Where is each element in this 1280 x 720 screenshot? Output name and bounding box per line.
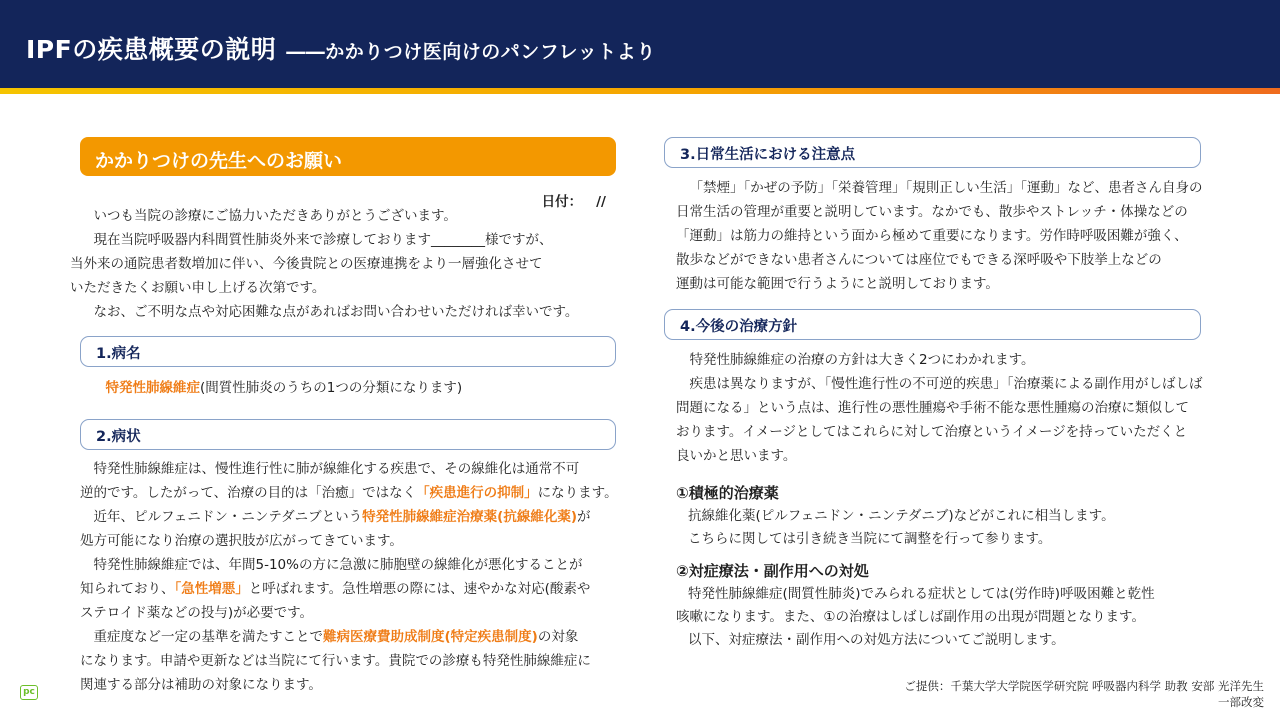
highlight-drug: 特発性肺線維症治療薬(抗線維化薬)	[362, 509, 577, 525]
daily-life-line: 「禁煙」「かぜの予防」「栄養管理」「規則正しい生活」「運動」など、患者さん自身の	[689, 180, 1203, 196]
symptoms-line	[80, 505, 616, 529]
item-line: 咳嗽になります。また、①の治療はしばしば副作用の出現が問題となります。	[676, 609, 1145, 625]
symptoms-line: 処方可能になり治療の選択肢が広がってきています。	[80, 533, 403, 549]
item-line: 特発性肺線維症(間質性肺炎)でみられる症状としては(労作時)呼吸困難と乾性	[688, 586, 1155, 602]
header-accent-stripe	[0, 88, 1280, 94]
symptoms-line: ステロイド薬などの投与)が必要です。	[80, 605, 314, 621]
treatment-line: 疾患は異なりますが、「慢性進行性の不可逆的疾患」「治療薬による副作用がしばしば	[689, 376, 1203, 392]
text-run: 逆的です。したがって、治療の目的は「治癒」ではなく	[80, 485, 417, 501]
treatment-line: 特発性肺線維症の治療の方針は大きく2つにわかれます。	[689, 352, 1035, 368]
text-run: 近年、ピルフェニドン・ニンテダニブという	[93, 509, 363, 525]
symptoms-paragraph	[80, 457, 616, 697]
intro-line: いただきたくお願い申し上げる次第です。	[70, 280, 326, 296]
daily-life-line: 運動は可能な範囲で行うようにと説明しております。	[676, 276, 999, 292]
symptoms-line	[80, 481, 616, 505]
pc-logo-icon: pc	[20, 685, 38, 700]
daily-life-paragraph	[664, 176, 1201, 296]
treatment-line: 良いかと思います。	[676, 448, 797, 464]
symptoms-line: 関連する部分は補助の対象になります。	[80, 677, 322, 693]
text-run: 知られており、	[80, 581, 175, 597]
date-label: 日付：	[541, 194, 583, 210]
section-heading-treatment-policy: 4.今後の治療方針	[664, 309, 1201, 340]
section-heading-symptoms: 2.病状	[80, 419, 616, 450]
treatment-line: 問題になる」という点は、進行性の悪性腫瘍や手術不能な悪性腫瘍の治療に類似して	[676, 400, 1189, 416]
item-active-treatment-title: ①積極的治療薬	[676, 484, 779, 502]
intro-line: 現在当院呼吸器内科間質性肺炎外来で診療しております________様ですが、	[93, 232, 553, 248]
item-symptomatic-title: ②対症療法・副作用への対処	[676, 562, 869, 580]
page-header	[0, 0, 1280, 88]
symptoms-line: になります。申請や更新などは当院にて行います。貴院での診療も特発性肺線維症に	[80, 653, 591, 669]
intro-line: なお、ご不明な点や対応困難な点があればお問い合わせいただければ幸いです。	[93, 304, 579, 320]
credit-note	[904, 678, 1264, 710]
daily-life-line: 「運動」は筋力の維持という面から極めて重要になります。労作時呼吸困難が強く、	[676, 228, 1188, 244]
highlight-subsidy: 難病医療費助成制度(特定疾患制度)	[323, 629, 538, 645]
section-heading-daily-life: 3.日常生活における注意点	[664, 137, 1201, 168]
item-line: こちらに関しては引き続き当院にて調整を行って参ります。	[688, 531, 1052, 547]
item-line: 以下、対症療法・副作用への対処方法についてご説明します。	[688, 632, 1065, 648]
treatment-paragraph	[664, 348, 1201, 468]
page-title	[26, 30, 656, 66]
intro-line: いつも当院の診療にご協力いただきありがとうございます。	[93, 208, 457, 224]
date-value: //	[596, 194, 606, 210]
item-active-treatment-body	[664, 505, 1201, 551]
intro-line: 当外来の通院患者数増加に伴い、今後貴院との医療連携をより一層強化させて	[70, 256, 543, 272]
highlight-suppression: 「疾患進行の抑制」	[416, 485, 538, 501]
page-subtitle: ――かかりつけ医向けのパンフレットより	[286, 41, 656, 63]
credit-line: 一部改変	[1218, 695, 1264, 709]
item-symptomatic-body	[664, 583, 1201, 652]
disease-name-line	[80, 376, 616, 400]
symptoms-line	[80, 577, 616, 601]
item-line: 抗線維化薬(ピルフェニドン・ニンテダニブ)などがこれに相当します。	[688, 508, 1115, 524]
symptoms-line: 特発性肺線維症は、慢性進行性に肺が線維化する疾患で、その線維化は通常不可	[93, 461, 580, 477]
text-run: と呼ばれます。急性増悪の際には、速やかな対応(酸素や	[248, 581, 591, 597]
daily-life-line: 日常生活の管理が重要と説明しています。なかでも、散歩やストレッチ・体操などの	[676, 204, 1188, 220]
right-column	[664, 137, 1201, 652]
text-run: が	[577, 509, 591, 525]
title-main: IPFの疾患概要の説明	[26, 35, 277, 64]
daily-life-line: 散歩などができない患者さんについては座位でもできる深呼吸や下肢挙上などの	[676, 252, 1162, 268]
intro-paragraph	[70, 204, 616, 324]
disease-name: 特発性肺線維症	[105, 380, 200, 396]
disease-name-note: (間質性肺炎のうちの1つの分類になります)	[200, 380, 463, 396]
section-heading-disease-name: 1.病名	[80, 336, 616, 367]
text-run: の対象	[537, 629, 579, 645]
highlight-exacerbation: 「急性増悪」	[174, 581, 249, 597]
request-banner: かかりつけの先生へのお願い	[80, 137, 616, 176]
left-column	[70, 137, 618, 697]
text-run: 重症度など一定の基準を満たすことで	[93, 629, 323, 645]
symptoms-line	[80, 625, 616, 649]
symptoms-line: 特発性肺線維症では、年間5-10%の方に急激に肺胞壁の線維化が悪化することが	[93, 557, 583, 573]
credit-line: ご提供：千葉大学大学院医学研究院 呼吸器内科学 助教 安部 光洋先生	[904, 679, 1264, 693]
text-run: になります。	[537, 485, 618, 501]
treatment-line: おります。イメージとしてはこれらに対して治療というイメージを持っていただくと	[676, 424, 1188, 440]
